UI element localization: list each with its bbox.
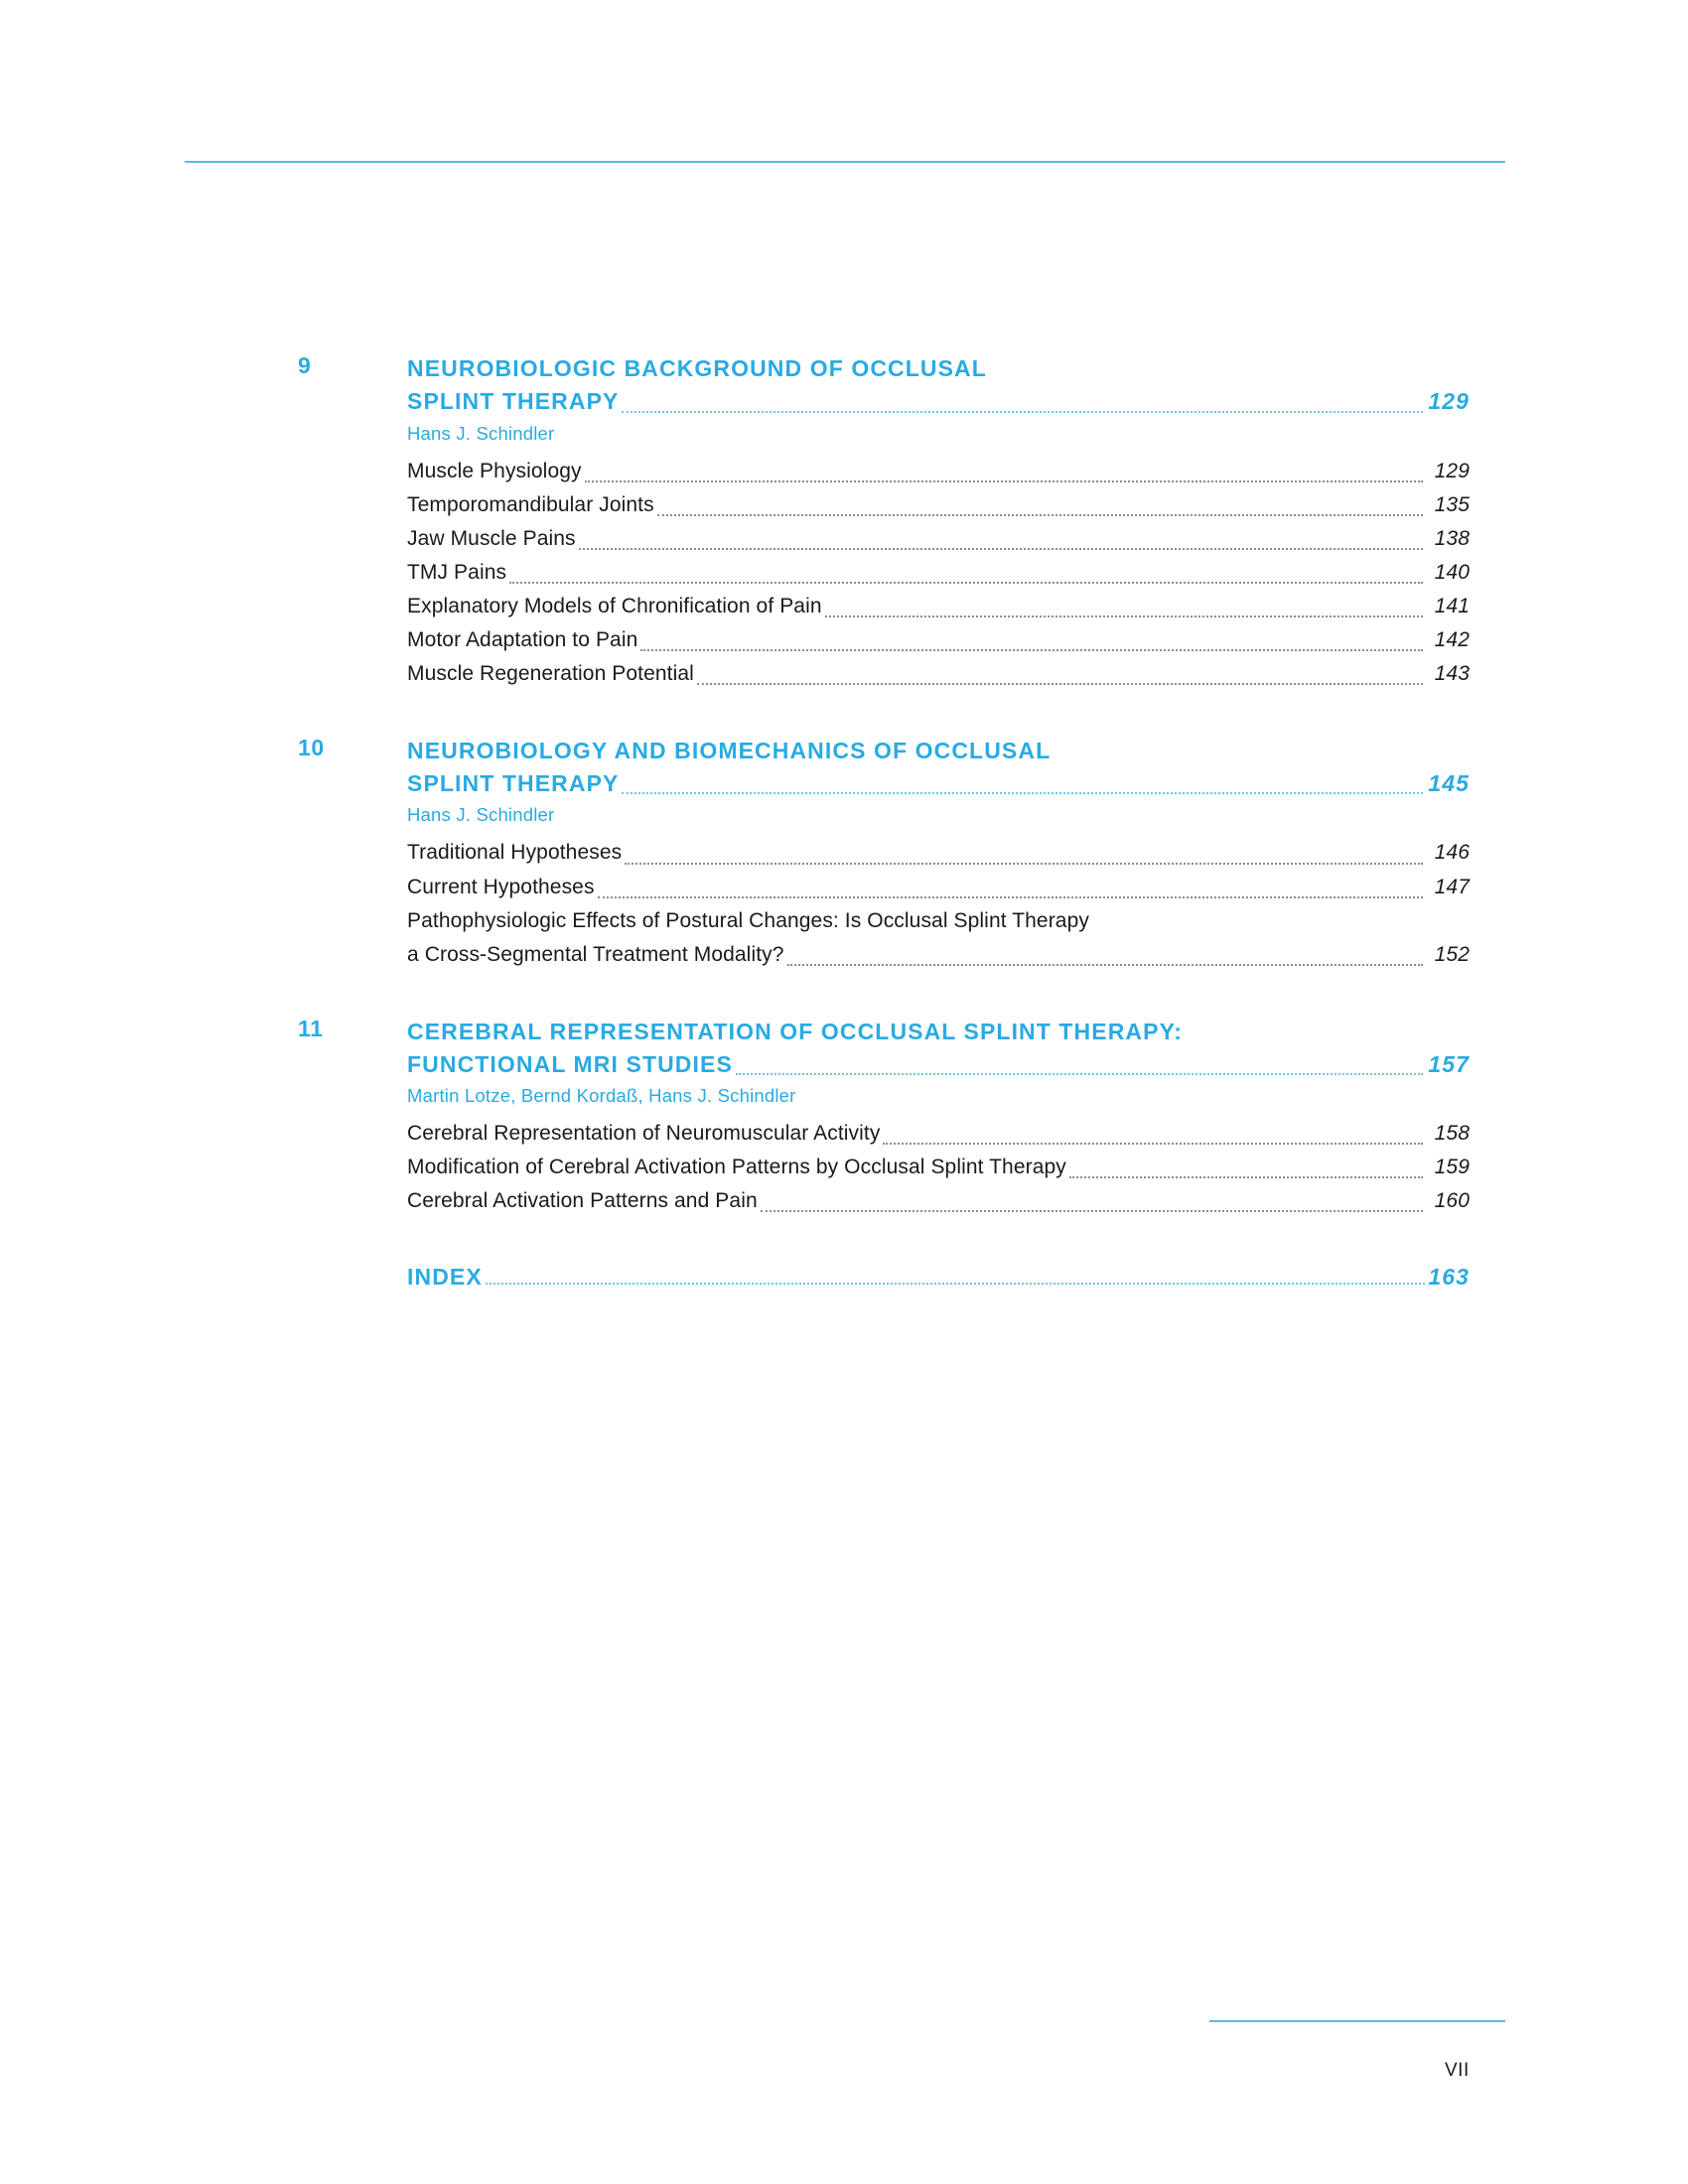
chapter-title-line-1 — [407, 352, 1470, 385]
toc-entry[interactable] — [407, 556, 1470, 590]
chapter-heading[interactable] — [298, 1016, 1470, 1082]
chapter-title-line-1 — [407, 1016, 1470, 1048]
toc-entry[interactable] — [407, 904, 1470, 938]
chapter-title-text: SPLINT THERAPY — [407, 388, 620, 415]
chapter-heading[interactable] — [298, 735, 1470, 801]
toc-content — [298, 352, 1470, 1291]
toc-entry-label: Pathophysiologic Effects of Postural Changes: Is Occlusal Splint Therapy — [407, 908, 1089, 932]
toc-entry-label: Motor Adaptation to Pain — [407, 627, 638, 651]
chapter-title-text: SPLINT THERAPY — [407, 770, 620, 797]
chapter-title-text: NEUROBIOLOGY AND BIOMECHANICS OF OCCLUSAL — [407, 737, 1052, 763]
chapter-title-line-2 — [407, 1048, 1470, 1081]
toc-entry-label: Current Hypotheses — [407, 875, 595, 898]
leader-dots — [509, 582, 1423, 584]
chapter-number: 9 — [298, 352, 312, 378]
toc-entry[interactable] — [407, 488, 1470, 522]
leader-dots — [622, 792, 1423, 794]
toc-entry-label: Cerebral Representation of Neuromuscular Activity — [407, 1122, 881, 1146]
leader-dots — [697, 683, 1423, 685]
toc-entry-label: Traditional Hypotheses — [407, 841, 623, 865]
chapter-title-text: CEREBRAL REPRESENTATION OF OCCLUSAL SPLINT THERAPY: — [407, 1018, 1184, 1044]
toc-entry-label: Jaw Muscle Pains — [407, 526, 576, 550]
toc-entry[interactable] — [407, 623, 1470, 657]
chapter-title-line-2 — [407, 385, 1470, 418]
toc-chapter-11 — [298, 1016, 1470, 1219]
toc-entry[interactable] — [407, 836, 1470, 870]
toc-chapter-9 — [298, 352, 1470, 691]
toc-entry-page: 129 — [1434, 459, 1470, 482]
leader-dots — [585, 480, 1423, 482]
leader-dots — [598, 896, 1423, 898]
chapter-title-block — [407, 352, 1470, 419]
header-rule — [185, 161, 1505, 163]
chapter-title-block — [407, 735, 1470, 801]
chapter-entries — [407, 836, 1470, 971]
chapter-heading[interactable] — [298, 352, 1470, 419]
leader-dots — [1069, 1176, 1423, 1178]
leader-dots — [787, 964, 1423, 966]
toc-entry-page: 152 — [1434, 942, 1470, 966]
toc-entry[interactable] — [407, 590, 1470, 623]
toc-entry[interactable] — [407, 522, 1470, 556]
toc-entry-label: Temporomandibular Joints — [407, 492, 654, 516]
leader-dots — [657, 514, 1423, 516]
toc-entry-label: a Cross-Segmental Treatment Modality? — [407, 942, 784, 966]
leader-dots — [825, 615, 1423, 617]
leader-dots — [640, 649, 1423, 651]
toc-entry-label: Explanatory Models of Chronification of Pain — [407, 594, 822, 617]
index-page-number: 163 — [1428, 1264, 1470, 1291]
chapter-authors: Hans J. Schindler — [407, 422, 555, 444]
toc-entry-page: 143 — [1434, 661, 1470, 685]
toc-entry-page: 159 — [1434, 1156, 1470, 1179]
leader-dots — [579, 548, 1423, 550]
toc-entry-label: Modification of Cerebral Activation Patterns by Occlusal Splint Therapy — [407, 1156, 1066, 1179]
toc-entry-page: 147 — [1434, 875, 1470, 898]
toc-entry-page: 146 — [1434, 841, 1470, 865]
chapter-title-line-1 — [407, 735, 1470, 767]
index-label: INDEX — [407, 1264, 483, 1291]
chapter-entries — [407, 1117, 1470, 1218]
toc-entry-page: 141 — [1434, 594, 1470, 617]
toc-entry-page: 160 — [1434, 1189, 1470, 1213]
toc-entry-page: 138 — [1434, 526, 1470, 550]
leader-dots — [736, 1073, 1423, 1075]
chapter-page-number: 129 — [1428, 388, 1470, 415]
toc-entry-label: Muscle Physiology — [407, 459, 582, 482]
chapter-authors: Martin Lotze, Bernd Kordaß, Hans J. Schindler — [407, 1085, 796, 1107]
chapter-page-number: 145 — [1428, 770, 1470, 797]
toc-entry-label: Muscle Regeneration Potential — [407, 661, 694, 685]
toc-entry[interactable] — [407, 1117, 1470, 1151]
toc-chapter-10 — [298, 735, 1470, 972]
page-folio: VII — [1445, 2060, 1470, 2081]
leader-dots — [625, 863, 1423, 865]
toc-entry[interactable] — [407, 938, 1470, 972]
chapter-entries — [407, 455, 1470, 691]
chapter-title-line-2 — [407, 767, 1470, 800]
chapter-number: 10 — [298, 734, 325, 760]
toc-entry-page: 158 — [1434, 1122, 1470, 1146]
leader-dots — [486, 1283, 1426, 1285]
toc-entry[interactable] — [407, 871, 1470, 904]
toc-entry-label: TMJ Pains — [407, 560, 507, 584]
leader-dots — [883, 1143, 1423, 1145]
toc-entry-page: 142 — [1434, 627, 1470, 651]
chapter-authors: Hans J. Schindler — [407, 804, 555, 826]
toc-entry[interactable] — [407, 1151, 1470, 1184]
toc-entry-page: 140 — [1434, 560, 1470, 584]
chapter-title-text: NEUROBIOLOGIC BACKGROUND OF OCCLUSAL — [407, 355, 987, 381]
chapter-title-text: FUNCTIONAL MRI STUDIES — [407, 1050, 733, 1077]
chapter-page-number: 157 — [1428, 1050, 1470, 1077]
toc-index-entry[interactable] — [407, 1264, 1470, 1291]
toc-entry[interactable] — [407, 455, 1470, 488]
toc-entry-label: Cerebral Activation Patterns and Pain — [407, 1189, 758, 1213]
chapter-number: 11 — [298, 1015, 324, 1041]
toc-entry-page: 135 — [1434, 492, 1470, 516]
leader-dots — [622, 411, 1423, 413]
chapter-title-block — [407, 1016, 1470, 1082]
footer-rule — [1209, 2020, 1505, 2022]
toc-entry[interactable] — [407, 657, 1470, 691]
leader-dots — [761, 1210, 1423, 1212]
toc-entry[interactable] — [407, 1184, 1470, 1218]
